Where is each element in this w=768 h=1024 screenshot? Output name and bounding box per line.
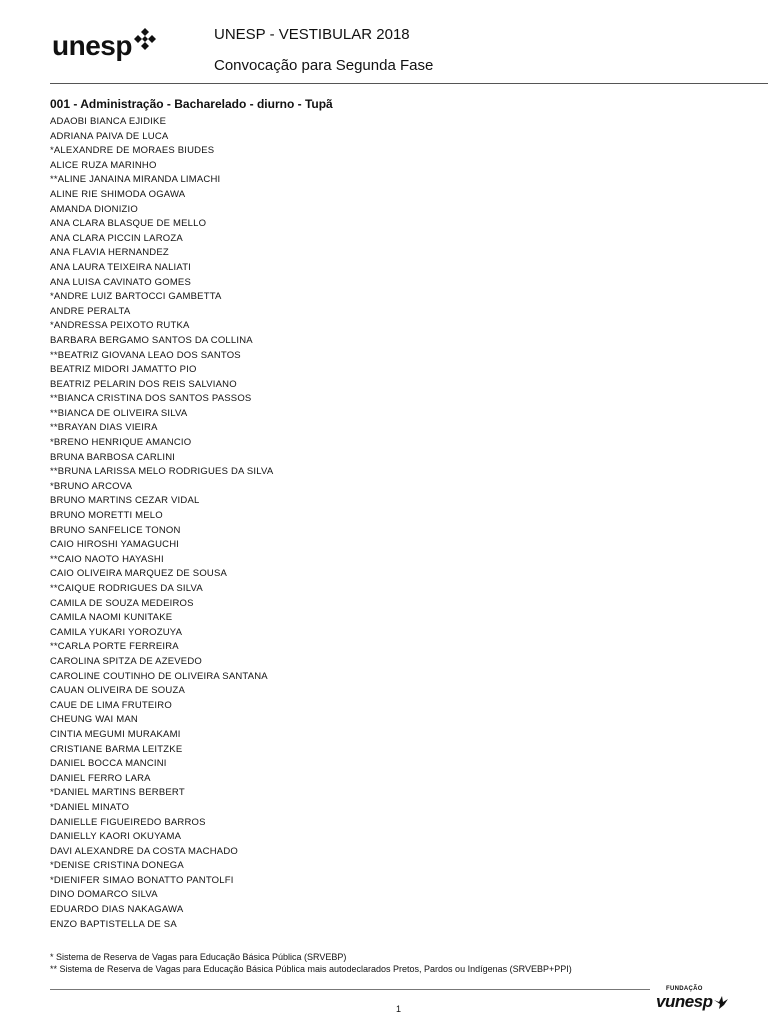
footnote-srvebp-ppi: ** Sistema de Reserva de Vagas para Educação Básica Pública mais autodeclarados Pretos, Pardos ou Indígenas (SRVEBP+PPI) <box>50 964 572 974</box>
list-item: ANA CLARA PICCIN LAROZA <box>50 232 183 244</box>
list-item: **ALINE JANAINA MIRANDA LIMACHI <box>50 174 221 186</box>
list-item: **BEATRIZ GIOVANA LEAO DOS SANTOS <box>50 349 241 361</box>
list-item: CAMILA DE SOUZA MEDEIROS <box>50 597 194 609</box>
list-item: DANIEL BOCCA MANCINI <box>50 758 167 770</box>
footnote-srvebp: * Sistema de Reserva de Vagas para Educação Básica Pública (SRVEBP) <box>50 952 347 962</box>
list-item: BEATRIZ PELARIN DOS REIS SALVIANO <box>50 378 237 390</box>
list-item: CRISTIANE BARMA LEITZKE <box>50 743 183 755</box>
list-item: ANA CLARA BLASQUE DE MELLO <box>50 218 207 230</box>
list-item: CAIO OLIVEIRA MARQUEZ DE SOUSA <box>50 568 228 580</box>
list-item: ANA LAURA TEIXEIRA NALIATI <box>50 261 192 273</box>
list-item: *DENISE CRISTINA DONEGA <box>50 860 184 872</box>
logo-text: unesp <box>52 30 132 61</box>
list-item: CAMILA YUKARI YOROZUYA <box>50 626 183 638</box>
list-item: ANA LUISA CAVINATO GOMES <box>50 276 192 288</box>
unesp-diamond-mark-icon <box>134 28 156 50</box>
footer-brand-text: vunesp <box>656 992 713 1011</box>
list-item: ADRIANA PAIVA DE LUCA <box>50 130 169 142</box>
list-item: **CAIQUE RODRIGUES DA SILVA <box>50 583 203 594</box>
list-item: DANIELLE FIGUEIREDO BARROS <box>50 816 206 828</box>
list-item: CAMILA NAOMI KUNITAKE <box>50 612 173 624</box>
list-item: CAUE DE LIMA FRUTEIRO <box>50 699 172 711</box>
list-item: *DANIEL MARTINS BERBERT <box>50 787 185 799</box>
list-item: *ANDRE LUIZ BARTOCCI GAMBETTA <box>50 291 222 303</box>
list-item: *DIENIFER SIMAO BONATTO PANTOLFI <box>50 874 234 886</box>
list-item: ADAOBI BIANCA EJIDIKE <box>50 116 167 127</box>
footer-brand-small: FUNDAÇÃO <box>666 986 703 992</box>
list-item: BRUNA BARBOSA CARLINI <box>50 451 176 463</box>
list-item: ANA FLAVIA HERNANDEZ <box>50 247 169 259</box>
list-item: CAROLINE COUTINHO DE OLIVEIRA SANTANA <box>50 670 268 682</box>
list-item: CINTIA MEGUMI MURAKAMI <box>50 728 181 740</box>
footer-divider <box>50 989 650 990</box>
list-item: DAVI ALEXANDRE DA COSTA MACHADO <box>50 845 238 857</box>
course-heading: 001 - Administração - Bacharelado - diurno - Tupã <box>50 97 333 111</box>
list-item: BRUNO SANFELICE TONON <box>50 524 181 536</box>
list-item: CAROLINA SPITZA DE AZEVEDO <box>50 655 202 667</box>
list-item: *BRUNO ARCOVA <box>50 480 133 492</box>
list-item: DANIEL FERRO LARA <box>50 772 151 784</box>
list-item: EDUARDO DIAS NAKAGAWA <box>50 904 184 916</box>
list-item: DANIELLY KAORI OKUYAMA <box>50 831 182 843</box>
list-item: BRUNO MARTINS CEZAR VIDAL <box>50 495 200 507</box>
list-item: CHEUNG WAI MAN <box>50 714 138 726</box>
list-item: *DANIEL MINATO <box>50 801 130 813</box>
list-item: ANDRE PERALTA <box>50 305 131 317</box>
list-item: **BRAYAN DIAS VIEIRA <box>50 422 158 434</box>
list-item: *BRENO HENRIQUE AMANCIO <box>50 437 192 449</box>
list-item: **BIANCA CRISTINA DOS SANTOS PASSOS <box>50 393 252 405</box>
list-item: BEATRIZ MIDORI JAMATTO PIO <box>50 364 197 376</box>
vunesp-bird-mark-icon <box>713 994 729 1010</box>
list-item: ALICE RUZA MARINHO <box>50 159 157 171</box>
unesp-logo <box>52 26 156 66</box>
header-divider <box>50 83 768 84</box>
page-title: UNESP - VESTIBULAR 2018 <box>214 26 410 43</box>
list-item: CAIO HIROSHI YAMAGUCHI <box>50 539 180 551</box>
list-item: AMANDA DIONIZIO <box>50 203 138 215</box>
page-subtitle: Convocação para Segunda Fase <box>214 57 434 74</box>
list-item: *ANDRESSA PEIXOTO RUTKA <box>50 320 190 332</box>
list-item: **CAIO NAOTO HAYASHI <box>50 553 164 565</box>
list-item: ALINE RIE SHIMODA OGAWA <box>50 188 186 200</box>
list-item: BARBARA BERGAMO SANTOS DA COLLINA <box>50 334 253 346</box>
list-item: *ALEXANDRE DE MORAES BIUDES <box>50 145 215 157</box>
list-item: **BIANCA DE OLIVEIRA SILVA <box>50 407 188 419</box>
list-item: **CARLA PORTE FERREIRA <box>50 641 179 653</box>
list-item: BRUNO MORETTI MELO <box>50 510 163 522</box>
page-number: 1 <box>396 1004 402 1014</box>
footnotes <box>50 951 572 975</box>
candidate-list <box>50 115 273 932</box>
list-item: CAUAN OLIVEIRA DE SOUZA <box>50 685 185 697</box>
list-item: DINO DOMARCO SILVA <box>50 889 158 901</box>
list-item: ENZO BAPTISTELLA DE SA <box>50 918 177 930</box>
vunesp-logo <box>656 986 746 1011</box>
list-item: **BRUNA LARISSA MELO RODRIGUES DA SILVA <box>50 466 274 478</box>
